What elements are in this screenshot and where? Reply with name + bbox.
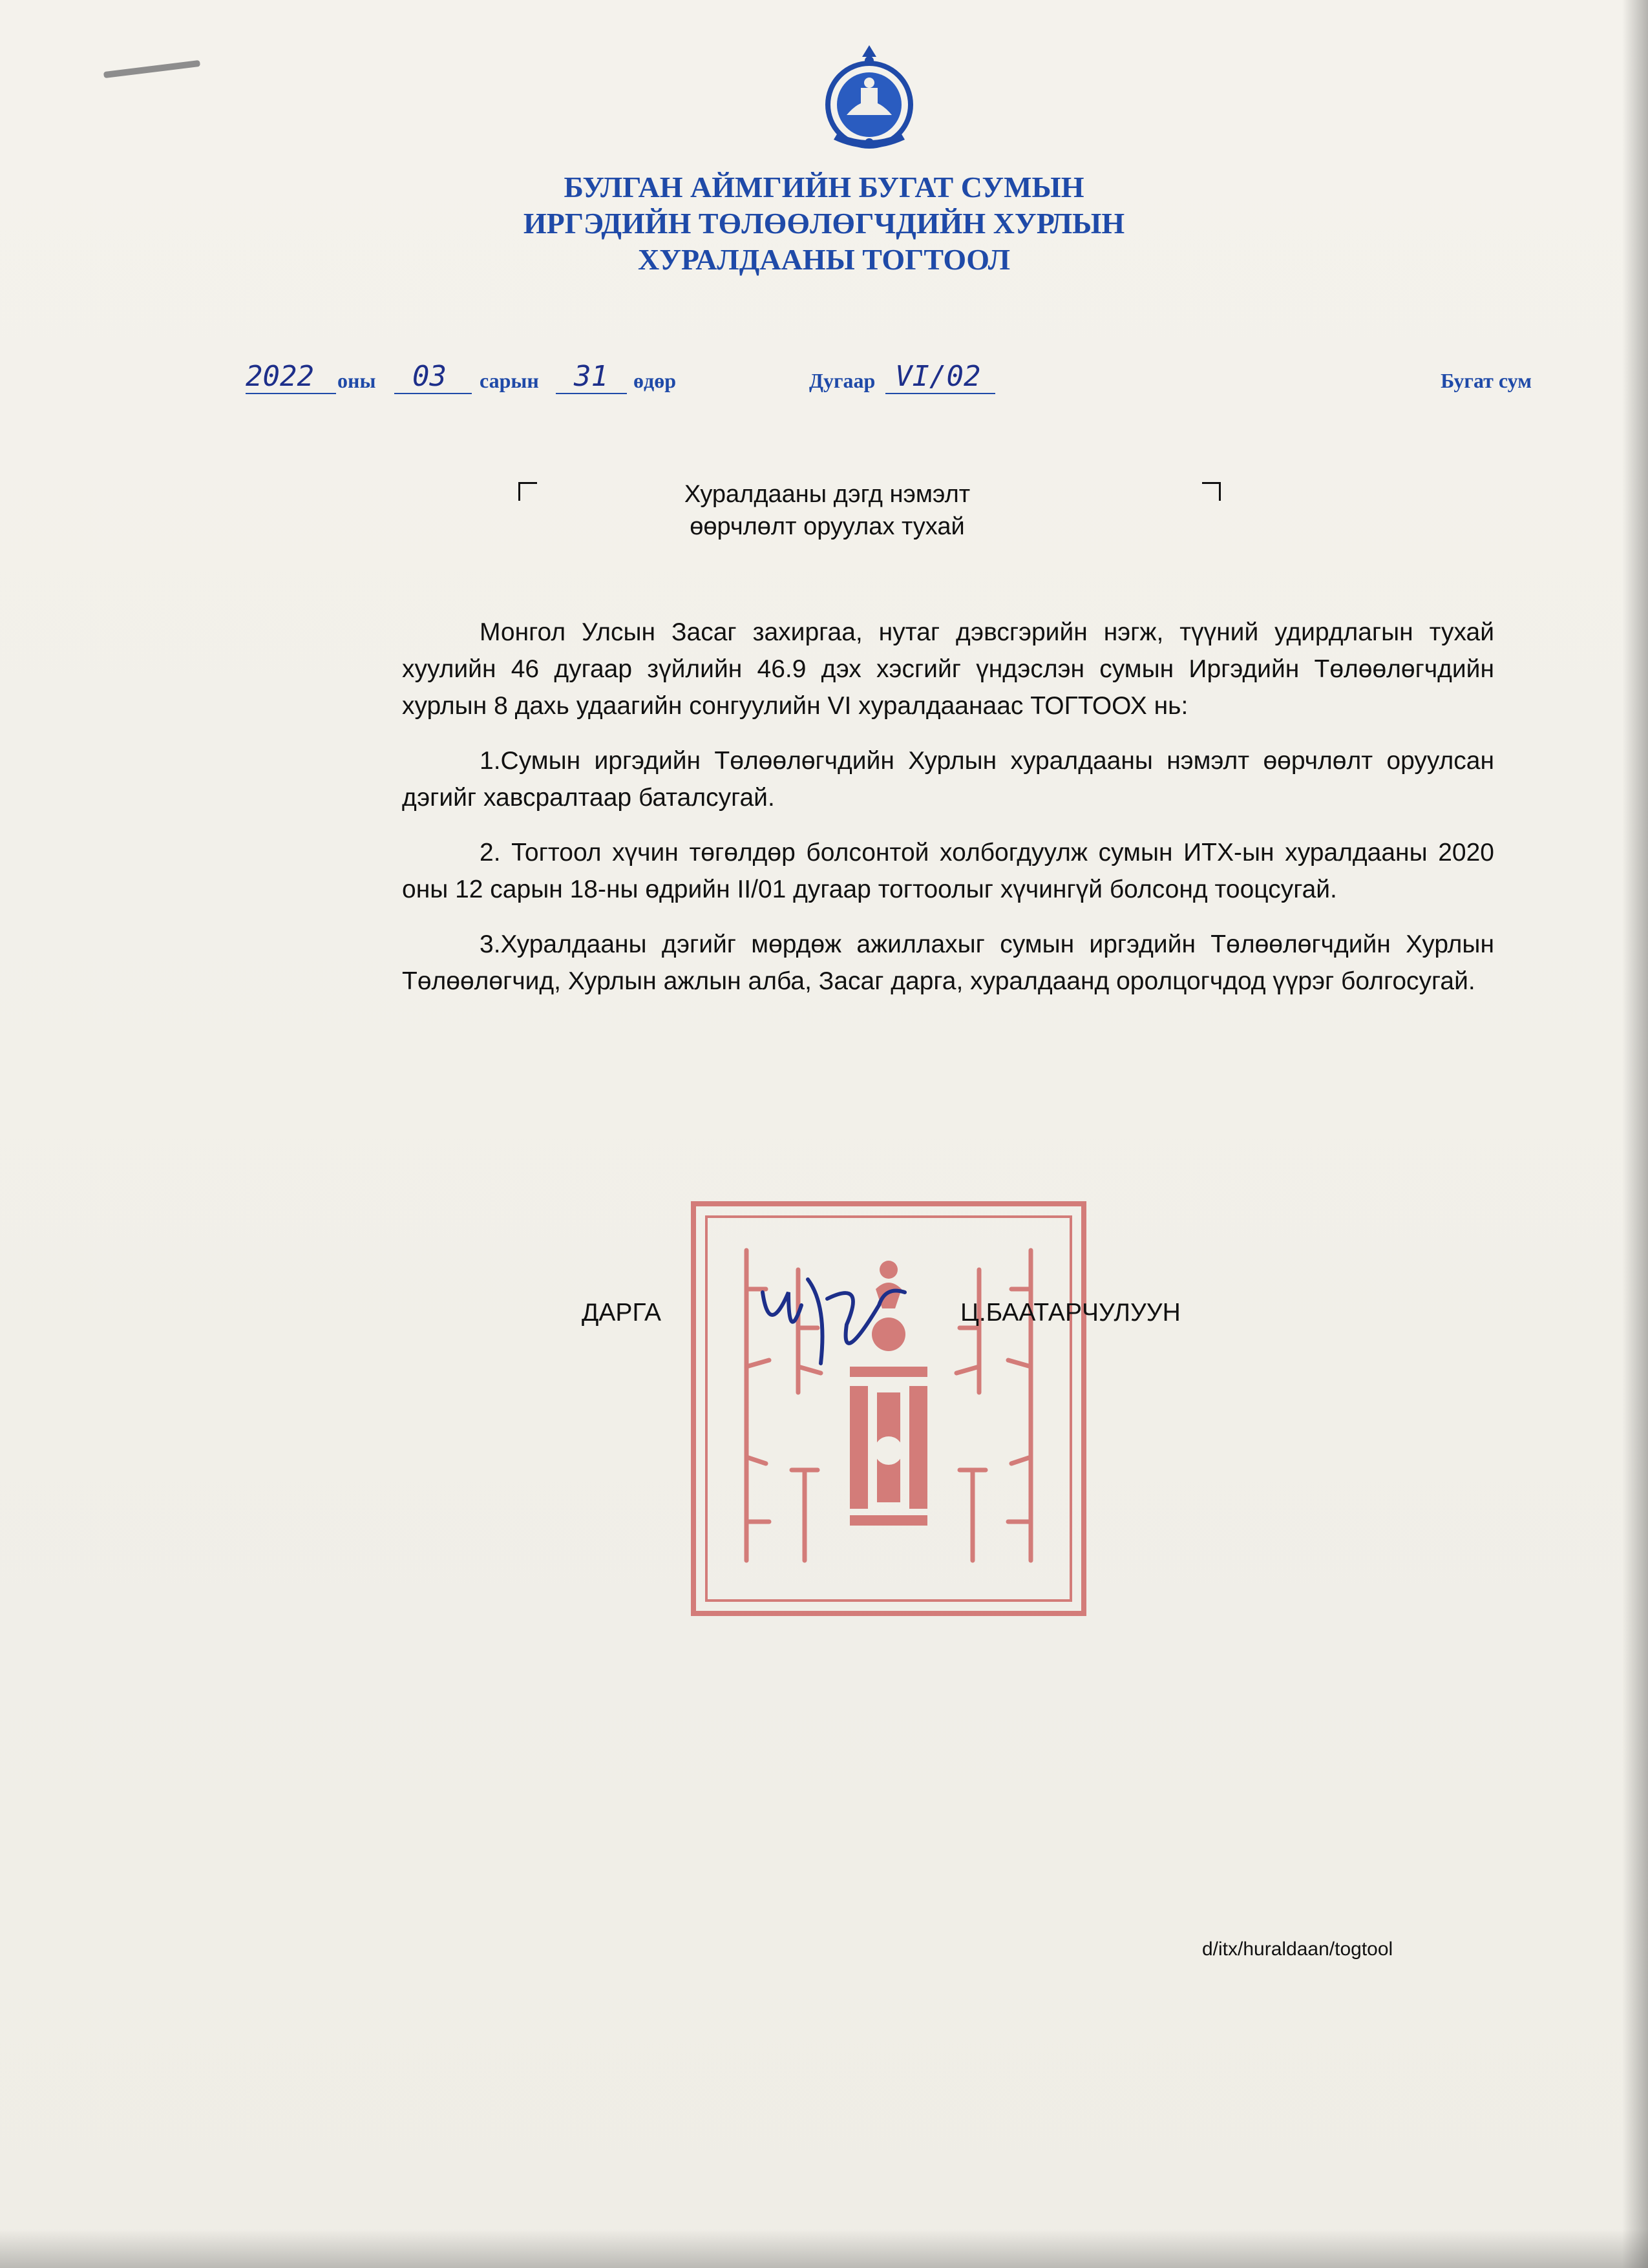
subject xyxy=(646,478,1008,543)
subject-line-1: Хуралдааны дэгд нэмэлт xyxy=(684,481,971,508)
subject-line-2: өөрчлөлт оруулах тухай xyxy=(690,513,965,540)
paragraph-item-1: 1.Сумын иргэдийн Төлөөлөгчдийн Хурлын хуралдааны нэмэлт өөрчлөлт оруулсан дэгийг хавсралтаар баталсугай. xyxy=(402,747,1494,812)
subject-bracket-right xyxy=(1202,482,1221,501)
file-path: d/itx/huraldaan/togtool xyxy=(1202,1938,1393,1960)
signatory-title: ДАРГА xyxy=(582,1299,661,1327)
scan-edge-shadow xyxy=(1622,0,1648,2268)
month-suffix: сарын xyxy=(480,369,539,392)
year-handwritten: 2022 xyxy=(246,360,314,393)
document-header xyxy=(0,169,1648,278)
meta-row xyxy=(246,354,1532,399)
signatory-name: Ц.БААТАРЧУЛУУН xyxy=(960,1299,1181,1327)
paragraph-item-3: 3.Хуралдааны дэгийг мөрдөж ажиллахыг сумын иргэдийн Төлөөлөгчдийн Хурлын Төлөөлөгчид, Хурлын ажлын алба, Засаг дарга, хуралдаанд оролцогчдод үүрэг болгосугай. xyxy=(402,930,1494,995)
paragraph-item-2: 2. Тогтоол хүчин төгөлдөр болсонтой холбогдуулж сумын ИТХ-ын хуралдааны 2020 оны 12 сарын 18-ны өдрийн II/01 дугаар тогтоолыг хүчингүй болсонд тооцсугай. xyxy=(402,839,1494,903)
number-label: Дугаар xyxy=(809,369,876,392)
header-line-2: ИРГЭДИЙН ТӨЛӨӨЛӨГЧДИЙН ХУРЛЫН xyxy=(523,207,1125,240)
place: Бугат сум xyxy=(1441,369,1532,392)
official-seal-stamp xyxy=(688,1199,1089,1619)
handwritten-signature xyxy=(750,1266,918,1376)
year-suffix: оны xyxy=(337,369,376,392)
header-line-1: БУЛГАН АЙМГИЙН БУГАТ СУМЫН xyxy=(564,171,1084,204)
header-line-3: ХУРАЛДААНЫ ТОГТООЛ xyxy=(638,243,1010,276)
day-suffix: өдөр xyxy=(633,369,676,392)
paragraph-preamble: Монгол Улсын Засаг захиргаа, нутаг дэвсгэрийн нэгж, түүний удирдлагын тухай хуулийн 46 дугаар зүйлийн 46.9 дэх хэсгийг үндэслэн сумын Иргэдийн Төлөөлөгчдийн хурлын 8 дахь удаагийн сонгуулийн VI хуралдаанаас ТОГТООХ нь: xyxy=(402,618,1494,720)
day-handwritten: 31 xyxy=(574,360,608,393)
subject-bracket-left xyxy=(518,482,537,501)
month-handwritten: 03 xyxy=(412,360,447,393)
scan-bottom-shadow xyxy=(0,2229,1648,2268)
state-emblem-icon xyxy=(821,43,918,152)
resolution-body xyxy=(402,614,1494,1018)
number-handwritten: VI/02 xyxy=(895,360,981,393)
staple-mark xyxy=(103,60,200,78)
